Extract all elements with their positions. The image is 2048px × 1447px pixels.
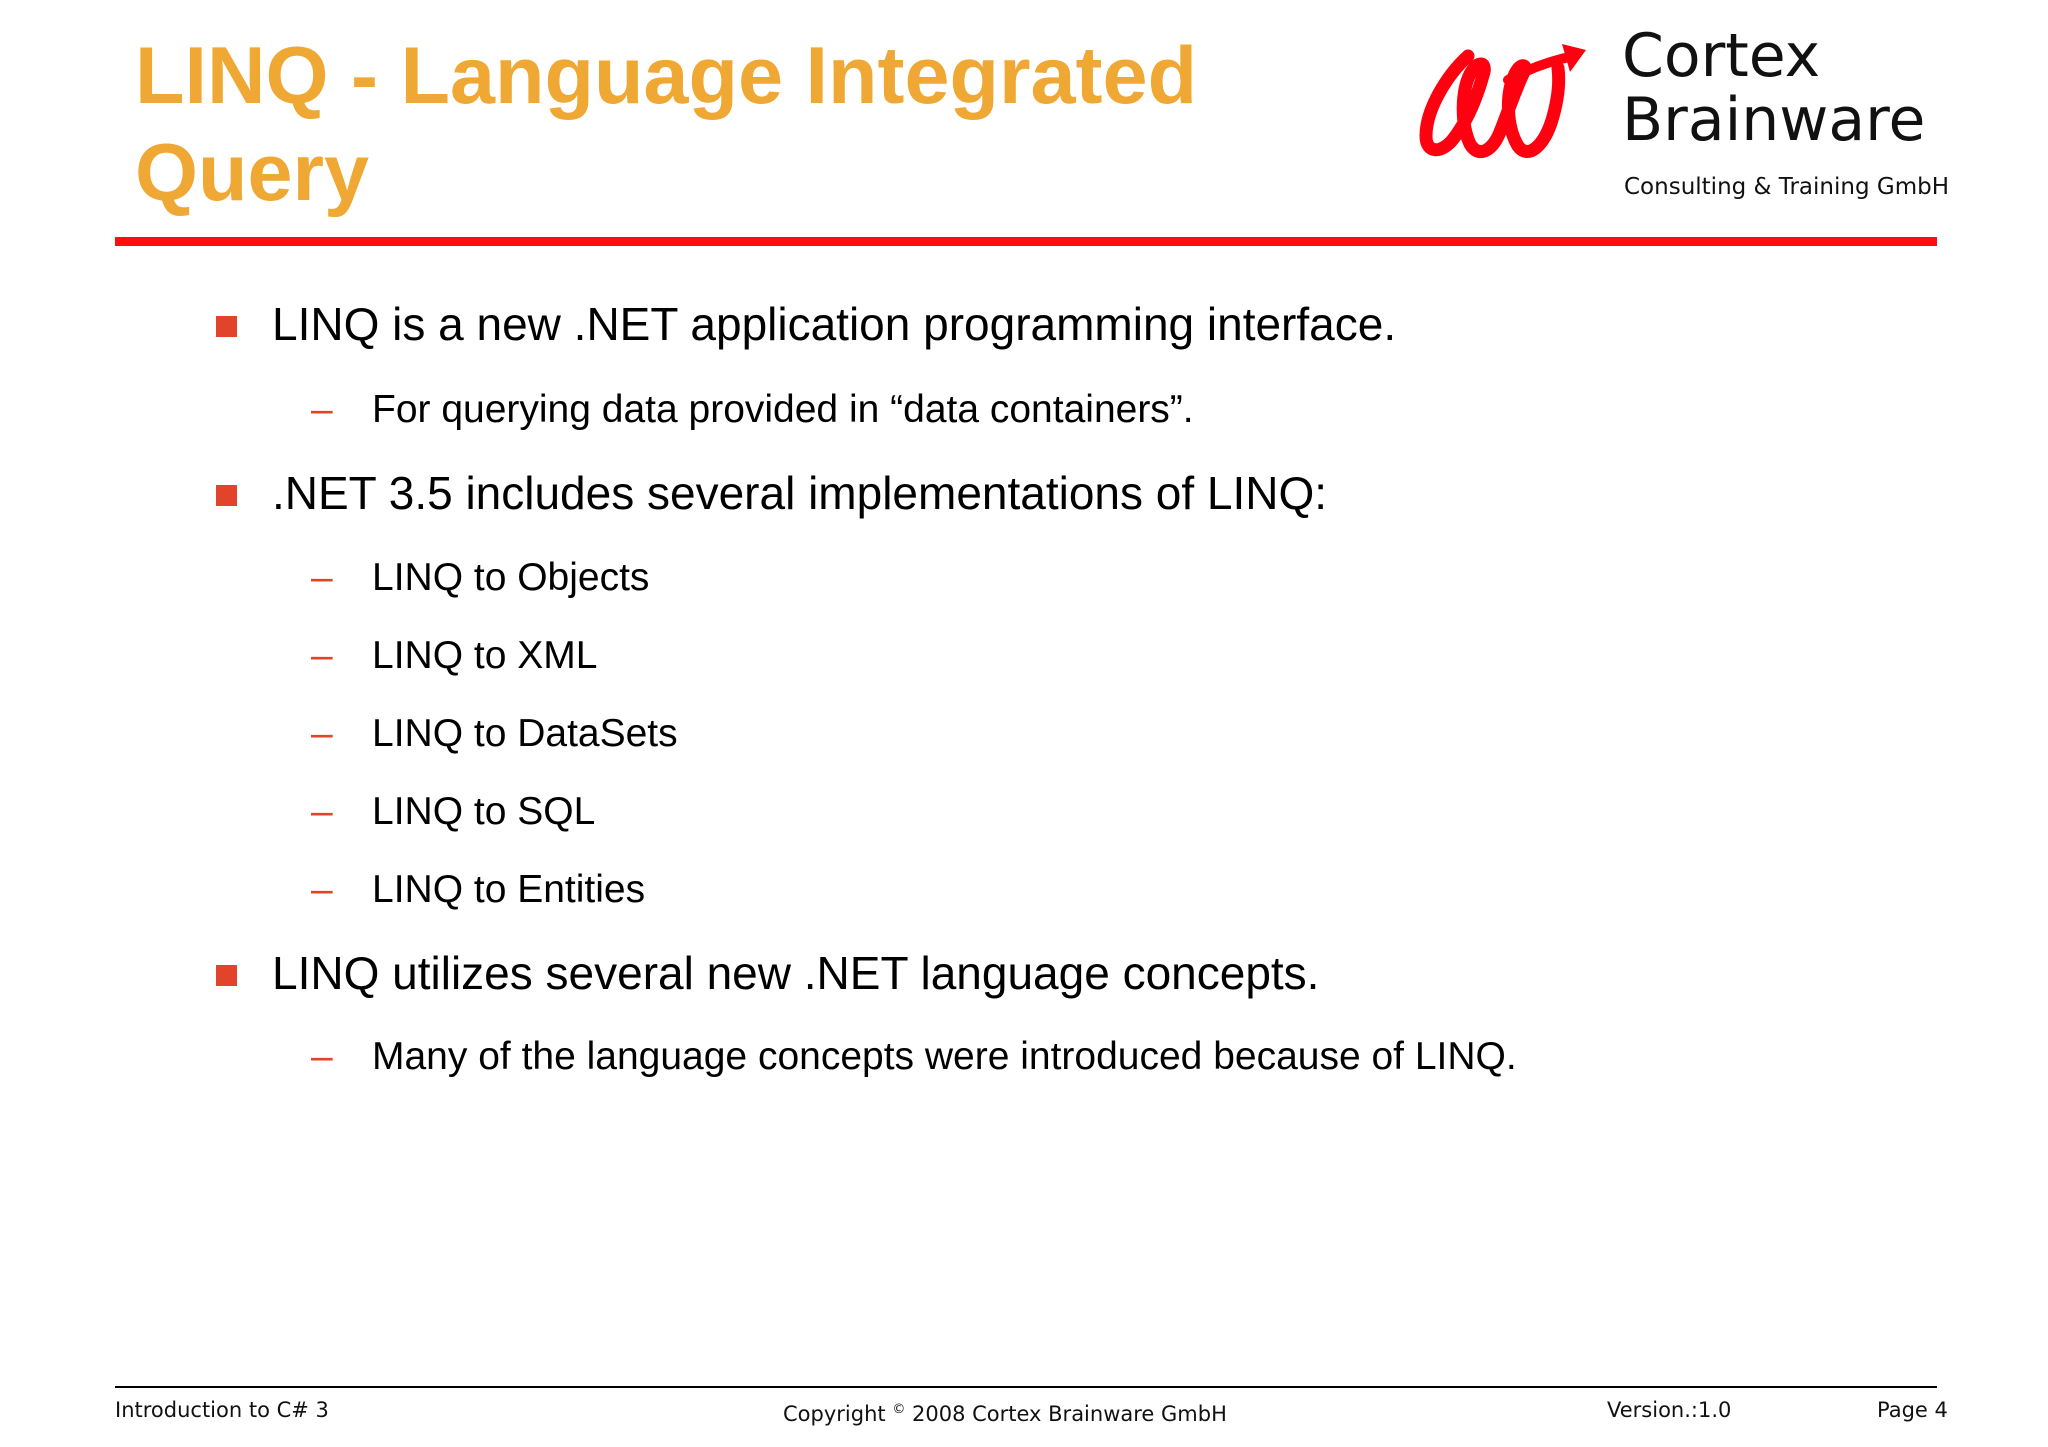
- footer-divider: [115, 1386, 1937, 1388]
- sub-bullet-text: LINQ to Entities: [372, 868, 646, 911]
- sub-bullet-text: LINQ to SQL: [372, 790, 596, 833]
- sub-bullet-text: Many of the language concepts were introduced because of LINQ.: [372, 1035, 1517, 1078]
- sub-bullet-text: For querying data provided in “data containers”.: [372, 388, 1194, 431]
- footer-version: Version.:1.0: [1607, 1398, 1732, 1422]
- dash-bullet-icon: –: [311, 556, 333, 599]
- footer-copyright: [783, 1396, 1227, 1428]
- sub-bullet-item: [311, 554, 650, 602]
- bullet-text: .NET 3.5 includes several implementations of LINQ:: [272, 467, 1328, 519]
- slide-title: LINQ - Language Integrated Query: [135, 31, 1198, 218]
- dash-bullet-icon: –: [311, 388, 333, 431]
- footer-course-title: Introduction to C# 3: [115, 1398, 329, 1422]
- sub-bullet-item: [311, 632, 598, 680]
- sub-bullet-item: [311, 788, 596, 836]
- header-divider: [115, 237, 1937, 246]
- bullet-item: [272, 465, 1327, 521]
- company-logo: [1408, 20, 1968, 210]
- dash-bullet-icon: –: [311, 790, 333, 833]
- bullet-text: LINQ utilizes several new .NET language concepts.: [272, 947, 1320, 999]
- sub-bullet-item: [311, 386, 1194, 434]
- square-bullet-icon: [216, 965, 237, 986]
- sub-bullet-item: [311, 866, 646, 914]
- dash-bullet-icon: –: [311, 868, 333, 911]
- dash-bullet-icon: –: [311, 712, 333, 755]
- footer-page-number: Page 4: [1877, 1398, 1948, 1422]
- logo-tagline: Consulting & Training GmbH: [1624, 174, 1949, 200]
- copyright-symbol: ©: [892, 1402, 906, 1417]
- bullet-text: LINQ is a new .NET application programming interface.: [272, 298, 1397, 350]
- logo-wordmark-line1: Cortex: [1622, 21, 1821, 91]
- sub-bullet-item: [311, 1033, 1517, 1081]
- dash-bullet-icon: –: [311, 634, 333, 677]
- square-bullet-icon: [216, 485, 237, 506]
- square-bullet-icon: [216, 316, 237, 337]
- sub-bullet-text: LINQ to Objects: [372, 556, 650, 599]
- sub-bullet-item: [311, 710, 678, 758]
- dash-bullet-icon: –: [311, 1035, 333, 1078]
- sub-bullet-text: LINQ to XML: [372, 634, 598, 677]
- bullet-item: [272, 296, 1396, 352]
- red-script-swirl-arrow-icon: [1408, 28, 1588, 163]
- logo-wordmark-line2: Brainware: [1622, 85, 1926, 155]
- bullet-item: [272, 945, 1319, 1001]
- sub-bullet-text: LINQ to DataSets: [372, 712, 678, 755]
- copyright-holder: 2008 Cortex Brainware GmbH: [912, 1402, 1227, 1426]
- copyright-word: Copyright: [783, 1402, 886, 1426]
